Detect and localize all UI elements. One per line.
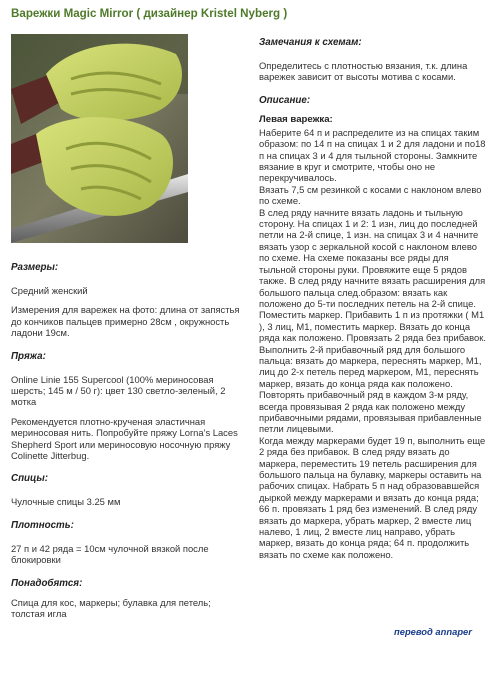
notes-text: Определитесь с плотностью вязания, т.к. длина варежек зависит от высоты мотива с косами.	[259, 60, 468, 83]
gauge-heading: Плотность:	[11, 519, 74, 531]
left-column	[11, 262, 246, 620]
measure-text: Измерения для варежек на фото: длина от запястья до кончиков пальцев примерно 28см , окружность ладони 19см.	[11, 304, 240, 339]
left-mitten-heading: Левая варежка:	[259, 113, 333, 125]
mittens-photo	[11, 34, 188, 243]
needles-text: Чулочные спицы 3.25 мм	[11, 496, 121, 508]
yarn-heading: Пряжа:	[11, 350, 46, 362]
mittens-photo-illustration	[11, 34, 188, 243]
paragraph-1: Наберите 64 п и распределите из на спицах таким образом: по 14 п на спицах 1 и 2 для ладони и по18 п на спицах 3 и 4 для тыльной стороны. Замкните вязание в круг и смотрите, чтобы оно не перекручивалось.	[259, 126, 486, 184]
sizes-text: Средний женский	[11, 285, 88, 296]
right-column	[259, 37, 487, 560]
notions-text: Спица для кос, маркеры; булавка для петель; толстая игла	[11, 596, 211, 620]
paragraph-5: Когда между маркерами будет 19 п, выполнить еще 2 ряда без прибавок. В след ряду вязать до маркера, переместить 19 петель расширения для большого пальца на булавку, маркеры оставить на рабочих спицах. Набрать 5 п над образовавшейся дыркой между маркерами и вязать до конца ряда; 66 п. провязать 1 ряд без изменений. В след ряду вязать до маркера, убрать маркер, 2 вместе лиц налево, 1 лиц, 2 вместе лиц направо, убрать маркер, вязать до конца ряда; 64 п. продолжить вязать по схеме как положено.	[259, 434, 486, 560]
paragraph-3: В след ряду начните вязать ладонь и тыльную сторону. На спицах 1 и 2: 1 изн, лиц до последней петли на 2-й спице, 1 изн. на спицах 3 и 4 начните вязать узор с зеркальной косой с наклоном влево по схеме. На схеме показаны все ряды для тыльной стороны руки. Провяжите еще 5 рядов также. В след ряду начните вязать расширения для большого пальца след.образом: вязать как положено до 5-ти последних петель на 2-й спице. Поместить маркер. Прибавить 1 п из протяжки ( М1 ), 3 лиц, М1, поместить маркер. Вязать до конца ряда как положено. Провязать 2 ряда без прибавок. Выполнить 2-й прибавочный ряд для большого пальца: вязать до маркера, переснять маркер, М1, лиц до 2-х петель перед маркером, М1, переснять маркер, вязать до конца ряда как положено.	[259, 206, 486, 389]
notions-heading: Понадобятся:	[11, 577, 83, 589]
notes-heading: Замечания к схемам:	[259, 37, 362, 48]
yarn-reco: Рекомендуется плотно-крученая эластичная мериносовая нить. Попробуйте пряжу Lorna’s Laces Shepherd Sport или мериносовую носочную пряжу Colinette Jitterbug.	[11, 415, 238, 462]
needles-heading: Спицы:	[11, 473, 49, 485]
description-heading: Описание:	[259, 94, 311, 106]
paragraph-2: Вязать 7,5 см резинкой с косами с наклоном влево по схеме.	[259, 183, 482, 207]
paragraph-4: Повторять прибавочный ряд в каждом 3-м ряду, всегда провязывая 2 ряда как положено между прибавочными рядами, провязывая прибавленные петли лицевыми.	[259, 389, 482, 435]
yarn-text: Online Linie 155 Supercool (100% мериносовая шерсть; 145 м / 50 г): цвет 130 светло-зеленый, 2 мотка	[11, 373, 226, 408]
sizes-heading: Размеры:	[11, 262, 59, 273]
page-title: Варежки Magic Mirror ( дизайнер Kristel Nyberg )	[11, 7, 288, 20]
gauge-text: 27 п и 42 ряда = 10см чулочной вязкой после блокировки	[11, 542, 209, 566]
translator-credit: перевод annaper	[394, 626, 472, 637]
